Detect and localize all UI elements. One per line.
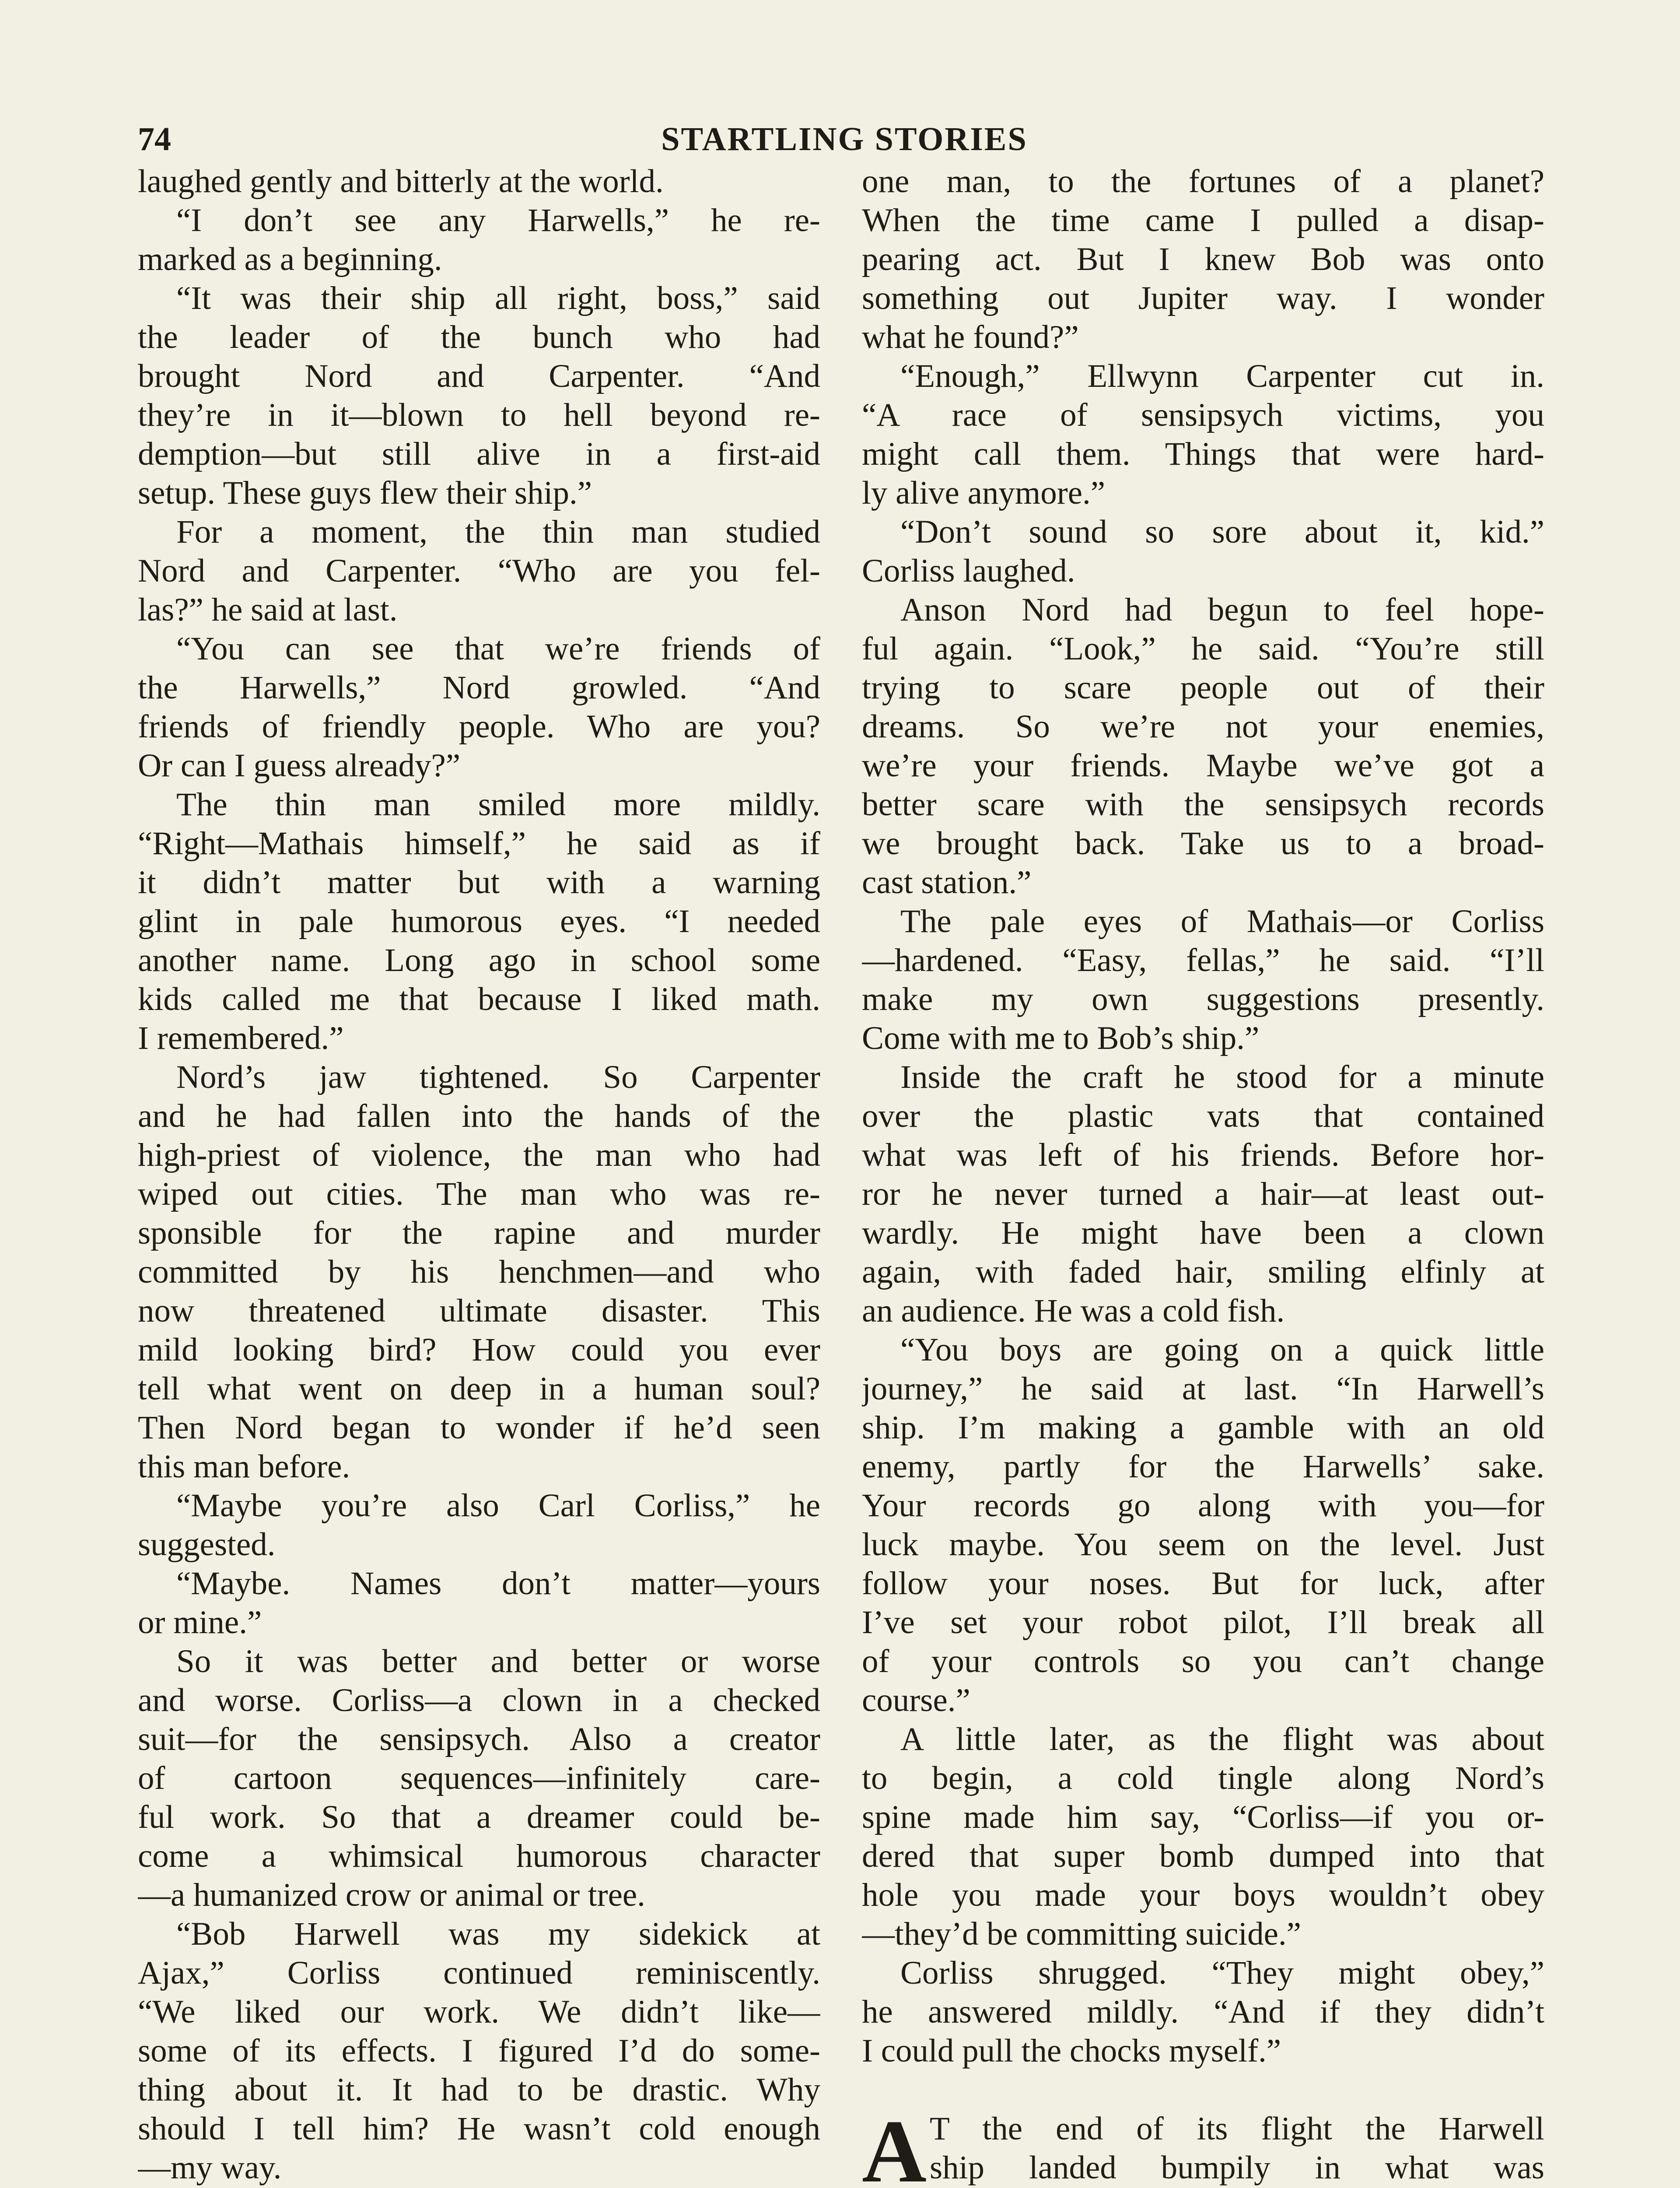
text-line: “Maybe you’re also Carl Corliss,” he [176, 1487, 820, 1524]
text-line: it didn’t matter but with a warning [138, 864, 820, 901]
text-line: dreams. So we’re not your enemies, [862, 708, 1544, 745]
text-line: “Maybe. Names don’t matter—yours [176, 1565, 820, 1602]
text-line: “Don’t sound so sore about it, kid.” [900, 514, 1544, 550]
text-line: Nord’s jaw tightened. So Carpenter [176, 1059, 820, 1095]
text-line: “You boys are going on a quick little [900, 1332, 1544, 1368]
text-line: Come with me to Bob’s ship.” [862, 1020, 1260, 1056]
text-line: what was left of his friends. Before hor- [862, 1137, 1544, 1173]
page-number: 74 [138, 121, 171, 158]
text-line: “Right—Mathais himself,” he said as if [138, 825, 820, 862]
right-column [862, 162, 1544, 2188]
text-line: make my own suggestions presently. [862, 981, 1544, 1017]
text-line: friends of friendly people. Who are you? [138, 708, 820, 745]
text-line: hole you made your boys wouldn’t obey [862, 1877, 1544, 1913]
left-column [138, 162, 820, 2188]
text-line: “I don’t see any Harwells,” he re- [176, 202, 820, 238]
text-line: ful again. “Look,” he said. “You’re still [862, 631, 1544, 667]
text-line: some of its effects. I figured I’d do some- [138, 2033, 820, 2069]
text-line: ship. I’m making a gamble with an old [862, 1410, 1544, 1446]
text-line: they’re in it—blown to hell beyond re- [138, 397, 820, 433]
text-line: —hardened. “Easy, fellas,” he said. “I’ll [862, 942, 1544, 978]
text-line: For a moment, the thin man studied [176, 514, 820, 550]
text-line: high-priest of violence, the man who had [138, 1137, 820, 1173]
text-line: come a whimsical humorous character [138, 1838, 820, 1874]
text-line: journey,” he said at last. “In Harwell’s [862, 1371, 1544, 1407]
text-line: The thin man smiled more mildly. [176, 786, 820, 823]
text-line: suit—for the sensipsych. Also a creator [138, 1721, 820, 1757]
text-line: “We liked our work. We didn’t like— [138, 1994, 820, 2030]
text-line: Anson Nord had begun to feel hope- [900, 592, 1544, 628]
page-header [138, 117, 1551, 161]
text-line: luck maybe. You seem on the level. Just [862, 1526, 1544, 1563]
text-line: Inside the craft he stood for a minute [900, 1059, 1544, 1095]
text-line: “You can see that we’re friends of [176, 631, 820, 667]
text-line: I could pull the chocks myself.” [862, 2033, 1281, 2069]
text-line: one man, to the fortunes of a planet? [862, 163, 1544, 200]
text-line: the Harwells,” Nord growled. “And [138, 670, 820, 706]
text-line: we’re your friends. Maybe we’ve got a [862, 747, 1544, 784]
text-line: enemy, partly for the Harwells’ sake. [862, 1448, 1544, 1485]
text-line: pearing act. But I knew Bob was onto [862, 241, 1544, 277]
text-line: The pale eyes of Mathais—or Corliss [900, 903, 1544, 940]
text-line: cast station.” [862, 864, 1032, 901]
text-line: —my way. [138, 2149, 282, 2186]
text-line: So it was better and better or worse [176, 1643, 820, 1680]
section-start [862, 2102, 1544, 2188]
text-line: and worse. Corliss—a clown in a checked [138, 1682, 820, 1718]
text-line: suggested. [138, 1526, 276, 1563]
text-line: Nord and Carpenter. “Who are you fel- [138, 553, 820, 589]
text-line: follow your noses. But for luck, after [862, 1565, 1544, 1602]
text-line: what he found?” [862, 319, 1079, 355]
text-line: ship landed bumpily in what was [930, 2149, 1544, 2186]
text-line: glint in pale humorous eyes. “I needed [138, 903, 820, 940]
text-line: “A race of sensipsych victims, you [862, 397, 1544, 433]
text-line: and he had fallen into the hands of the [138, 1098, 820, 1134]
text-line: “Enough,” Ellwynn Carpenter cut in. [900, 358, 1544, 394]
text-line: course.” [862, 1682, 970, 1718]
running-title: STARTLING STORIES [661, 121, 1028, 158]
text-line: ly alive anymore.” [862, 475, 1106, 511]
text-line: of your controls so you can’t change [862, 1643, 1544, 1680]
text-line: Corliss shrugged. “They might obey,” [900, 1955, 1544, 1991]
text-line: better scare with the sensipsych records [862, 786, 1544, 823]
text-line: las?” he said at last. [138, 592, 398, 628]
text-line: —they’d be committing suicide.” [862, 1916, 1301, 1952]
text-line: ror he never turned a hair—at least out- [862, 1176, 1544, 1212]
text-line: marked as a beginning. [138, 241, 442, 277]
text-line: thing about it. It had to be drastic. Why [138, 2072, 820, 2108]
text-line: over the plastic vats that contained [862, 1098, 1544, 1134]
text-line: an audience. He was a cold fish. [862, 1293, 1285, 1329]
text-line: Or can I guess already?” [138, 747, 461, 784]
section-break [862, 2070, 1544, 2109]
text-line: again, with faded hair, smiling elfinly at [862, 1254, 1544, 1290]
text-line: another name. Long ago in school some [138, 942, 820, 978]
text-line: we brought back. Take us to a broad- [862, 825, 1544, 862]
text-line: wiped out cities. The man who was re- [138, 1176, 820, 1212]
text-line: I’ve set your robot pilot, I’ll break all [862, 1604, 1544, 1641]
text-line: Then Nord began to wonder if he’d seen [138, 1410, 820, 1446]
text-line: “Bob Harwell was my sidekick at [176, 1916, 820, 1952]
text-line: laughed gently and bitterly at the world. [138, 163, 664, 200]
text-line: or mine.” [138, 1604, 262, 1641]
text-line: T the end of its flight the Harwell [930, 2111, 1544, 2147]
text-line: he answered mildly. “And if they didn’t [862, 1994, 1544, 2030]
text-line: trying to scare people out of their [862, 670, 1544, 706]
text-line: spine made him say, “Corliss—if you or- [862, 1799, 1544, 1835]
text-line: A little later, as the flight was about [900, 1721, 1544, 1757]
text-line: ful work. So that a dreamer could be- [138, 1799, 820, 1835]
text-line: “It was their ship all right, boss,” said [176, 280, 820, 316]
text-line: the leader of the bunch who had [138, 319, 820, 355]
text-line: of cartoon sequences—infinitely care- [138, 1760, 820, 1796]
right-column-text [862, 162, 1544, 2070]
text-line: this man before. [138, 1448, 350, 1485]
text-line: to begin, a cold tingle along Nord’s [862, 1760, 1544, 1796]
text-line: Your records go along with you—for [862, 1487, 1544, 1524]
text-line: mild looking bird? How could you ever [138, 1332, 820, 1368]
text-line: dered that super bomb dumped into that [862, 1838, 1544, 1874]
text-line: now threatened ultimate disaster. This [138, 1293, 820, 1329]
text-line: kids called me that because I liked math. [138, 981, 820, 1017]
text-line: something out Jupiter way. I wonder [862, 280, 1544, 316]
text-line: When the time came I pulled a disap- [862, 202, 1544, 238]
text-line: brought Nord and Carpenter. “And [138, 358, 820, 394]
text-line: Ajax,” Corliss continued reminiscently. [138, 1955, 820, 1991]
text-line: —a humanized crow or animal or tree. [138, 1877, 645, 1913]
text-line: committed by his henchmen—and who [138, 1254, 820, 1290]
text-line: setup. These guys flew their ship.” [138, 475, 592, 511]
text-line: might call them. Things that were hard- [862, 436, 1544, 472]
drop-cap: A [862, 2102, 927, 2188]
text-line: wardly. He might have been a clown [862, 1215, 1544, 1251]
text-line: Corliss laughed. [862, 553, 1075, 589]
text-line: sponsible for the rapine and murder [138, 1215, 820, 1251]
text-line: demption—but still alive in a first-aid [138, 436, 820, 472]
text-line: I remembered.” [138, 1020, 344, 1056]
text-line: tell what went on deep in a human soul? [138, 1371, 820, 1407]
text-line: should I tell him? He wasn’t cold enough [138, 2111, 820, 2147]
